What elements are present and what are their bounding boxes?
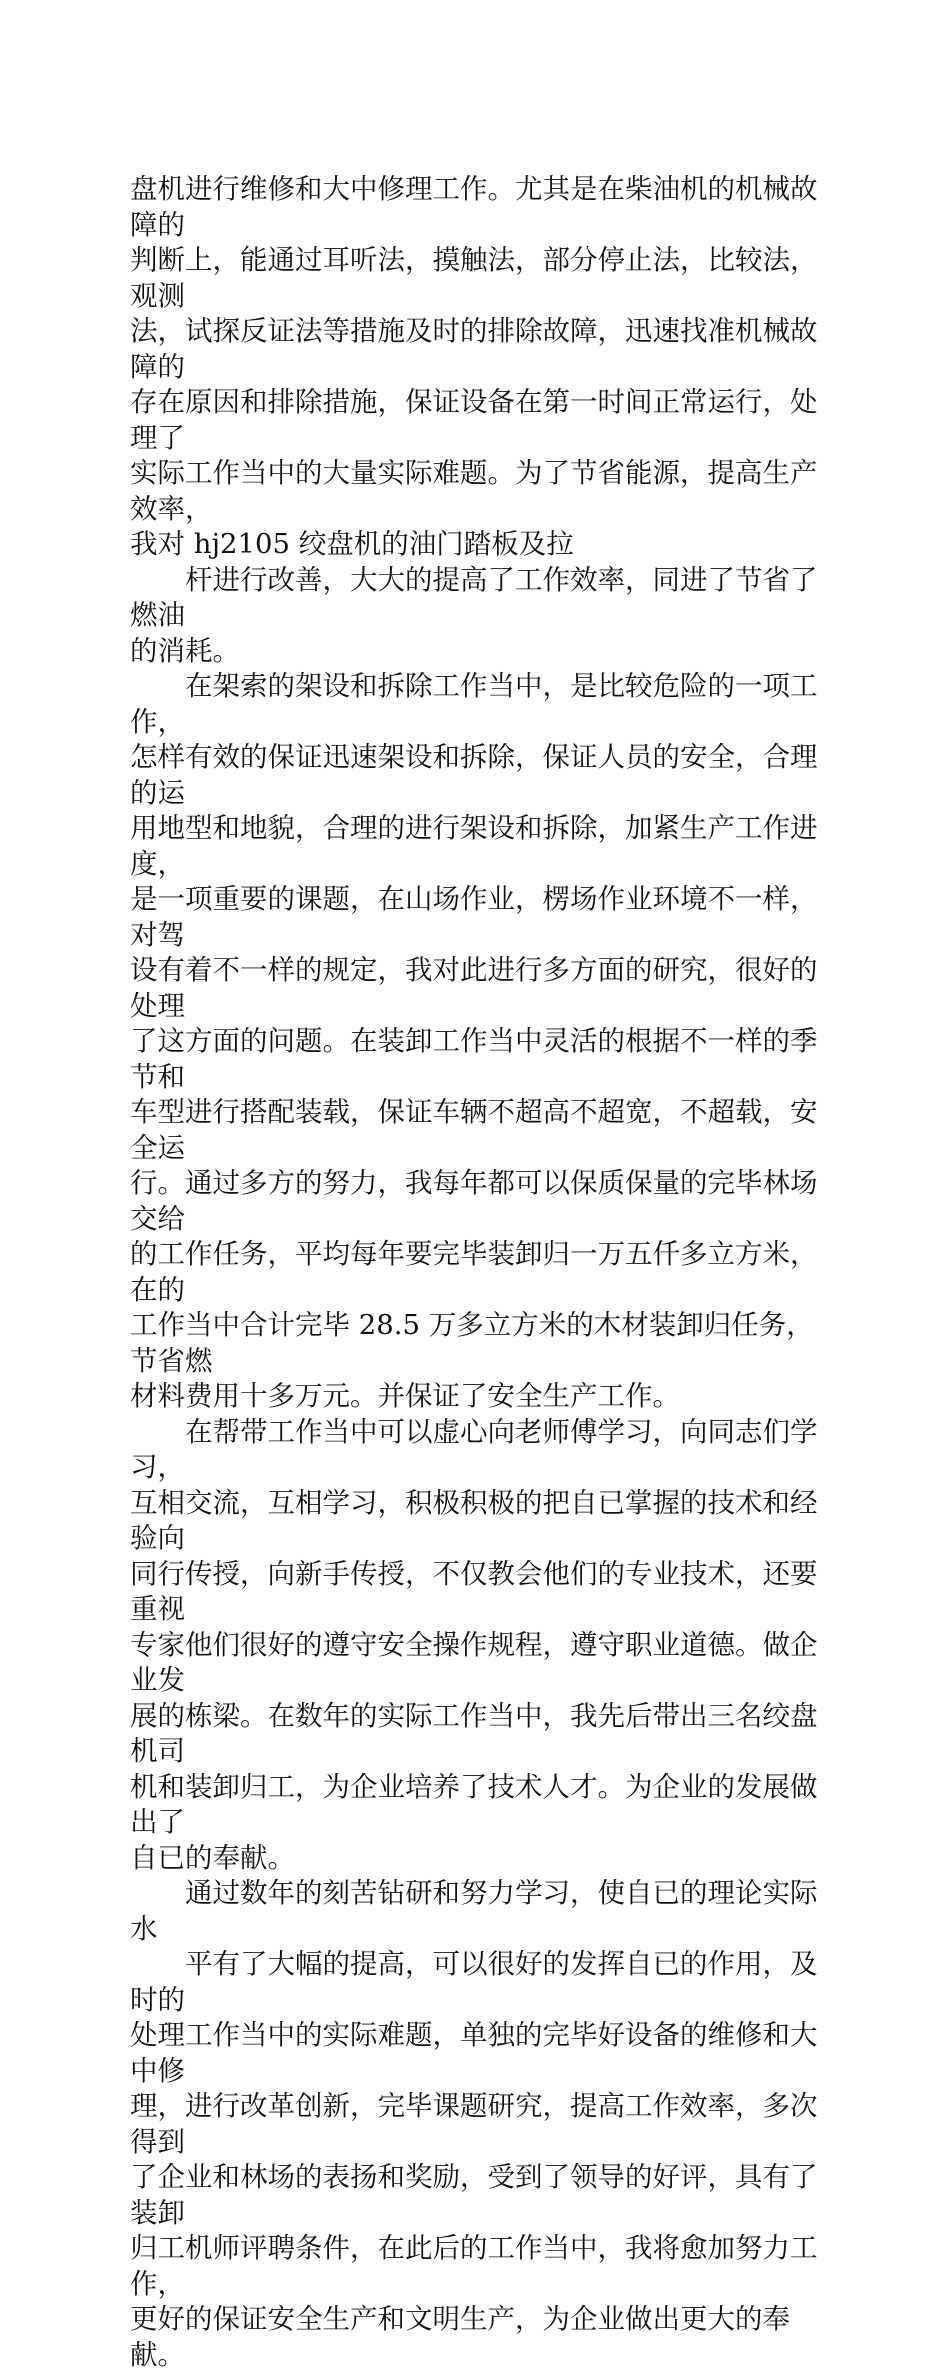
document-body xyxy=(130,172,830,2373)
paragraph-6: 平有了大幅的提高，可以很好的发挥自已的作用，及时的 处理工作当中的实际难题，单独的完毕好设备的维修和大中修 理，进行改革创新，完毕课题研究，提高工作效率，多次得到 了企业和林场的表扬和奖励，受到了领导的好评，具有了装卸 归工机师评聘条件，在此后的工作当中，我将愈加努力工作， 更好的保证安全生产和文明生产，为企业做出更大的奉献。 xyxy=(130,1948,818,2371)
paragraph-2: 杆进行改善，大大的提高了工作效率，同进了节省了燃油 的消耗。 xyxy=(130,563,818,667)
paragraph-4: 在帮带工作当中可以虚心向老师傅学习，向同志们学习， 互相交流，互相学习，积极积极的把自已掌握的技术和经验向 同行传授，向新手传授，不仅教会他们的专业技术，还要重视 专家他们很好的遵守安全操作规程，遵守职业道德。做企业发 展的栋梁。在数年的实际工作当中，我先后带出三名绞盘机司 机和装卸归工，为企业培养了技术人才。为企业的发展做出了 自已的奉献。 xyxy=(130,1415,818,1874)
paragraph-5: 通过数年的刻苦钻研和努力学习，使自已的理论实际水 xyxy=(130,1877,818,1945)
paragraph-3: 在架索的架设和拆除工作当中，是比较危险的一项工作， 怎样有效的保证迅速架设和拆除，保证人员的安全，合理的运 用地型和地貌，合理的进行架设和拆除，加紧生产工作进度， 是一项重要的课题，在山场作业，楞场作业环境不一样，对驾 设有着不一样的规定，我对此进行多方面的研究，很好的处理 了这方面的问题。在装卸工作当中灵活的根据不一样的季节和 车型进行搭配装载，保证车辆不超高不超宽，不超载，安全运 行。通过多方的努力，我每年都可以保质保量的完毕林场交给 的工作任务，平均每年要完毕装卸归一万五仟多立方米，在的 工作当中合计完毕 28.5 万多立方米的木材装卸归任务，节省燃 材料费用十多万元。并保证了安全生产工作。 xyxy=(130,670,818,1412)
paragraph-1: 盘机进行维修和大中修理工作。尤其是在柴油机的机械故障的 判断上，能通过耳听法，摸触法，部分停止法，比较法，观测 法，试探反证法等措施及时的排除故障，迅速找准机械故障的 存在原因和排除措施，保证设备在第一时间正常运行，处理了 实际工作当中的大量实际难题。为了节省能源，提高生产效率， 我对 hj2105 绞盘机的油门踏板及拉 xyxy=(130,173,818,560)
